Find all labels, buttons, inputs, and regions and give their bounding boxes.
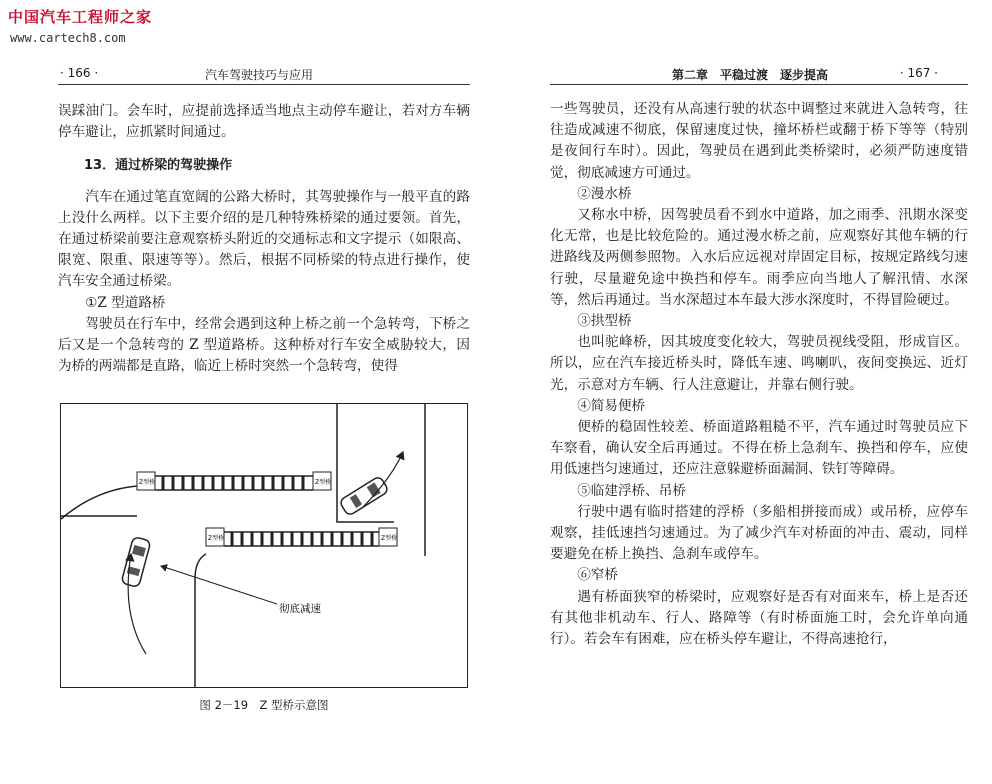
z-bridge-figure	[60, 403, 468, 688]
car-icon	[121, 536, 151, 587]
figure-caption: 图 2－19 Z 型桥示意图	[199, 698, 329, 712]
car-icon	[339, 476, 389, 517]
left-running-head: 汽车驾驶技巧与应用	[205, 68, 314, 82]
paragraph: 遇有桥面狭窄的桥梁时，应观察好是否有对面来车，桥上是否还有其他非机动车、行人、路障等（有时桥面施工时，会允许单向通行）。若会车有困难，应在桥头停车避让，不得高速抢行，	[550, 588, 968, 648]
left-page-number: · 166 ·	[60, 66, 99, 80]
right-page	[550, 62, 968, 650]
left-page	[58, 62, 470, 377]
annotation-label: 彻底减速	[279, 603, 321, 615]
paragraph: 也叫驼峰桥，因其坡度变化较大，驾驶员视线受阻，形成盲区。所以，应在汽车接近桥头时，降低车速、鸣喇叭，夜间变换远、近灯光，示意对方车辆、行人注意避让，并靠右侧行驶。	[550, 334, 968, 393]
subheading: ⑥窄桥	[577, 567, 618, 584]
right-body	[550, 99, 968, 650]
subheading: ①Z 型道路桥	[85, 294, 166, 311]
bridge-sign-label: Z型桥	[208, 535, 225, 542]
watermark-title: 中国汽车工程师之家	[8, 8, 153, 26]
subheading: ③拱型桥	[577, 313, 632, 330]
left-running-header	[58, 62, 470, 85]
left-body	[58, 101, 470, 377]
bridge-sign-label: Z型桥	[381, 535, 398, 542]
watermark-url: www.cartech8.com	[10, 31, 126, 45]
right-running-header	[550, 62, 968, 85]
paragraph: 又称水中桥，因驾驶员看不到水中道路，加之雨季、汛期水深变化无常，也是比较危险的。通过漫水桥之前，应观察好其他车辆的行进路线及两侧参照物。入水后应远视对岸固定目标，按规定路线匀速行驶，尽量避免途中换挡和停车。雨季应向当地人了解汛情、水深等，然后再通过。当水深超过本车最大涉水深度时，不得冒险硬过。	[550, 207, 968, 308]
bridge-lower	[206, 528, 397, 546]
paragraph: 误踩油门。会车时，应提前选择适当地点主动停车避让，若对方车辆停车避让，应抓紧时间通过。	[58, 103, 470, 141]
subheading: ④简易便桥	[577, 397, 646, 414]
right-running-head: 第二章 平稳过渡 逐步提高	[672, 68, 829, 82]
paragraph: 一些驾驶员，还没有从高速行驶的状态中调整过来就进入急转弯，往往造成减速不彻底，保留速度过快，撞坏桥栏或翻于桥下等等（特别是夜间行车时）。因此，驾驶员在遇到此类桥梁时，必须严防速度错觉，彻底减速方可通过。	[550, 101, 968, 181]
road-edge	[61, 486, 137, 519]
paragraph: 汽车在通过笔直宽阔的公路大桥时，其驾驶操作与一般平直的路上没什么两样。以下主要介绍的是几种特殊桥梁的通过要领。首先，在通过桥梁前要注意观察桥头附近的交通标志和文字提示（如限高、限宽、限重、限速等等）。然后，根据不同桥梁的特点进行操作，使汽车安全通过桥梁。	[58, 188, 470, 290]
right-page-number: · 167 ·	[899, 66, 938, 80]
section-title: 13．通过桥梁的驾驶操作	[84, 158, 233, 174]
bridge-upper	[137, 472, 331, 490]
paragraph: 驾驶员在行车中，经常会遇到这种上桥之前一个急转弯，下桥之后又是一个急转弯的 Z 型道路桥。这种桥对行车安全威胁较大，因为桥的两端都是直路，临近上桥时突然一个急转弯，使得	[58, 315, 470, 375]
road-edge	[195, 554, 206, 687]
subheading: ②漫水桥	[577, 185, 632, 202]
bridge-sign-label: Z型桥	[139, 479, 156, 486]
subheading: ⑤临建浮桥、吊桥	[577, 482, 686, 499]
z-bridge-diagram	[61, 404, 467, 687]
paragraph: 便桥的稳固性较差、桥面道路粗糙不平，汽车通过时驾驶员应下车察看，确认安全后再通过。不得在桥上急刹车、换挡和停车，应使用低速挡匀速通过，还应注意躲避桥面漏洞、铁钉等障碍。	[550, 419, 968, 478]
annotation-pointer-arrow	[161, 566, 277, 604]
paragraph: 行驶中遇有临时搭建的浮桥（多船相拼接而成）或吊桥，应停车观察，挂低速挡匀速通过。为了减少汽车对桥面的冲击、震动，同样要避免在桥上换挡、急刹车或停车。	[550, 503, 968, 563]
bridge-sign-label: Z型桥	[315, 479, 332, 486]
